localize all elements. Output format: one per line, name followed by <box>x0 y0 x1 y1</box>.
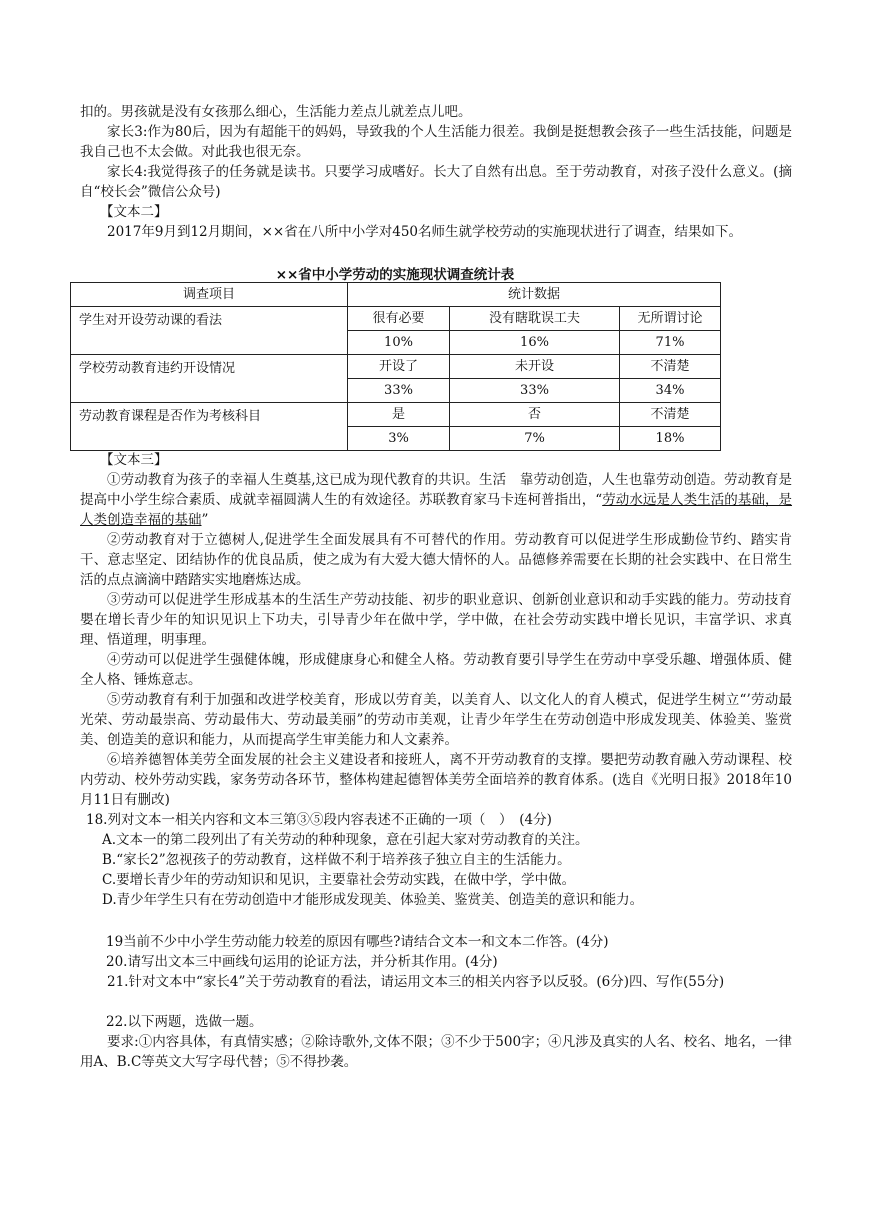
value-cell: 3% <box>348 427 450 451</box>
text3-paragraph-2: ②劳动教育对于立德树人,促进学生全面发展具有不可替代的作用。劳动教育可以促进学生形成勤俭节约、踏实肯干、意志坚定、团结协作的优良品质，使之成为有大爱大德大情怀的人。品德修养需要在长期的社会实践中、在日常生活的点点滴滴中踏踏实实地磨炼达成。 <box>80 532 792 588</box>
option-d: D.青少年学生只有在劳动创造中才能形成发现美、体验美、鉴赏美、创造美的意识和能力。 <box>102 892 644 908</box>
option-cell: 是 <box>348 403 450 427</box>
option-cell: 无所谓讨论 <box>620 307 721 331</box>
option-cell: 开设了 <box>348 355 450 379</box>
value-cell: 33% <box>450 379 620 403</box>
question-22: 22.以下两题，选做一题。 <box>106 1014 263 1030</box>
parent4-paragraph: 家长4:我觉得孩子的任务就是读书。只要学习成嗜好。长大了自然有出息。至于劳动教育，对孩子没什么意义。(摘自“校长会”微信公众号) <box>80 164 792 200</box>
text3-paragraph-3: ③劳动可以促进学生形成基本的生活生产劳动技能、初步的职业意识、创新创业意识和动手实践的能力。劳动技育嬰在增长青少年的知识见识上下功夫，引导青少年在做中学，学中做，在社会劳动实践中增长见识，丰富学识、求真理、悟道理，明事理。 <box>80 592 792 648</box>
value-cell: 10% <box>348 331 450 355</box>
quote-close: ” <box>201 512 209 528</box>
text2-heading: 【文本二】 <box>100 204 168 220</box>
text3-paragraph-6: ⑥培养德智体美劳全面发展的社会主义建设者和接班人，离不开劳动教育的支撑。嬰把劳动教育融入劳动课程、校内劳动、校外劳动实践，家务劳动各环节，整体构建起德智体美劳全面培养的教育体系。(选自《光明日报》2018年10月11日有删改) <box>80 752 792 808</box>
option-cell: 没有瞎耽误工夫 <box>450 307 620 331</box>
text2-intro: 2017年9月到12月期间，××省在八所中小学对450名师生就学校劳动的实施现状进行了调查，结果如下。 <box>107 224 743 240</box>
option-cell: 不清楚 <box>620 403 721 427</box>
survey-item-cell: 学校劳动教育违约开设情况 <box>71 355 348 403</box>
option-cell: 否 <box>450 403 620 427</box>
paragraph-text: ①劳动教育为孩子的幸福人生奠基,这已成为现代教育的共识。生活 靠劳动创造，人生也靠劳动创造。劳动教育是提高中小学生综合素质、成就幸福圆满人生的有效途径。苏联教育家马卡连柯普指出，“ <box>80 472 792 508</box>
value-cell: 18% <box>620 427 721 451</box>
option-cell: 未开设 <box>450 355 620 379</box>
table-row <box>71 307 721 331</box>
text1-line: 扣的。男孩就是没有女孩那么细心，生活能力差点儿就差点儿吧。 <box>80 104 472 120</box>
header-item-cell: 调查项目 <box>71 283 348 307</box>
table-row <box>71 403 721 427</box>
text3-heading: 【文本三】 <box>100 452 168 468</box>
value-cell: 16% <box>450 331 620 355</box>
option-cell: 不清楚 <box>620 355 721 379</box>
option-c: C.要增长青少年的劳动知识和见识，主要靠社会劳动实践，在做中学，学中做。 <box>102 872 576 888</box>
option-a: A.文本一的第二段列出了有关劳动的种种现象，意在引起大家对劳动教育的关注。 <box>102 832 589 848</box>
text3-paragraph-1 <box>80 470 792 530</box>
question-21: 21.针对文本中“家长4”关于劳动教育的看法，请运用文本三的相关内容予以反驳。(6分)四、写作(55分) <box>107 974 725 990</box>
header-stats-cell: 统计数据 <box>348 283 721 307</box>
table-title: ××省中小学劳动的实施现状调查统计表 <box>275 267 515 283</box>
survey-table <box>70 282 721 451</box>
option-b: B.“家长2”忽视孩子的劳动教育，这样做不利于培养孩子独立自主的生活能力。 <box>102 852 571 868</box>
question-19: 19当前不少中小学生劳动能力较差的原因有哪些?请结合文本一和文本二作答。(4分) <box>106 934 609 950</box>
question-20: 20.请写出文本三中画线句运用的论证方法，并分析其作用。(4分) <box>106 954 498 970</box>
option-cell: 很有必要 <box>348 307 450 331</box>
parent3-paragraph: 家长3:作为80后，因为有超能干的妈妈，导致我的个人生活能力很差。我倒是挺想教会孩子一些生活技能，问题是我自己也不太会做。对此我也很无奈。 <box>80 124 792 160</box>
value-cell: 71% <box>620 331 721 355</box>
question-22-requirements: 要求:①内容具体，有真情实感；②除诗歌外,文体不限；③不少于500字；④凡涉及真实的人名、校名、地名，一律用A、B.C等英文大写字母代替；⑤不得抄袭。 <box>80 1034 792 1070</box>
underlined-quote: 劳动水远是人类生活的基础，是人类创造幸福的基础 <box>80 492 793 528</box>
value-cell: 34% <box>620 379 721 403</box>
text3-paragraph-5: ⑤劳动教育有利于加强和改进学校美育，形成以劳育美，以美育人、以文化人的育人模式，促进学生树立“’劳动最光荣、劳动最崇高、劳动最伟大、劳动最美丽”的劳动市美观，让青少年学生在劳动创造中形成发现美、体验美、鉴赏美、创造美的意识和能力，从而提高学生审美能力和人文素养。 <box>80 692 792 748</box>
table-row <box>71 355 721 379</box>
text3-paragraph-4: ④劳动可以促进学生强健体魄，形成健康身心和健全人格。劳动教育要引导学生在劳动中享受乐趣、增强体质、健全人格、锤炼意志。 <box>80 652 792 688</box>
table-header-row <box>71 283 721 307</box>
survey-item-cell: 学生对开设劳动课的看法 <box>71 307 348 355</box>
question-18: 18.列对文本一相关内容和文本三第③⑤段内容表述不正确的一项（ ） (4分) <box>86 812 552 828</box>
value-cell: 33% <box>348 379 450 403</box>
survey-item-cell: 劳动教育课程是否作为考核科目 <box>71 403 348 451</box>
value-cell: 7% <box>450 427 620 451</box>
